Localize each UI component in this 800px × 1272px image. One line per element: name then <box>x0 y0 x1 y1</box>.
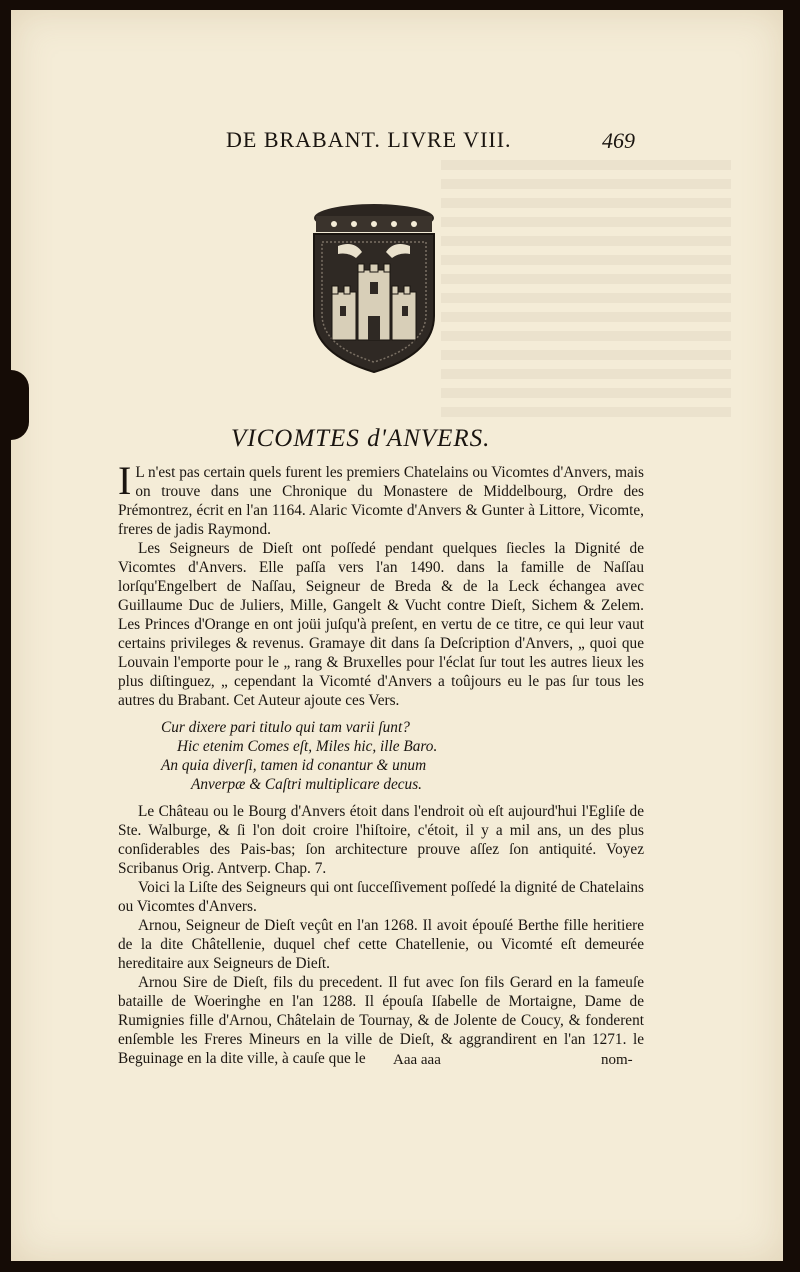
paragraph-5: Arnou, Seigneur de Dieſt veçût en l'an 1268. Il avoit épouſé Berthe fille heritiere de la dite Châtellenie, duquel chef cette Chatellenie, ou Vicomté eſt demeurée hereditaire aux Seigneurs de Dieſt. <box>118 917 644 972</box>
verse-line-4: Anverpæ & Caſtri multiplicare decus. <box>191 776 422 793</box>
show-through-text <box>441 160 731 420</box>
paragraph-3: Le Château ou le Bourg d'Anvers étoit dans l'endroit où eſt aujourd'hui l'Egliſe de Ste. Walburge, & ſi l'on doit croire l'hiſtoire, c'étoit, il y a mil ans, un des plus conſiderables des Pais-bas; ſon architecture prouve aſſez ſon antiquité. Voyez Scribanus Orig. Antverp. Chap. 7. <box>118 803 644 877</box>
paragraph-1-text: L n'est pas certain quels furent les premiers Chatelains ou Vicomtes d'Anvers, mais on trouve dans une Chronique du Monastere de Middelbourg, Ordre des Prémontrez, écrit en l'an 1164. Alaric Vicomte d'Anvers & Gunter à Littore, Vicomte, freres de jadis Raymond. <box>118 464 644 538</box>
paragraph-1 <box>118 458 644 539</box>
torn-edge <box>11 370 29 440</box>
paragraph-4: Voici la Liſte des Seigneurs qui ont ſucceſſivement poſſedé la dignité de Chatelains ou Vicomtes d'Anvers. <box>118 879 644 915</box>
running-head: DE BRABANT. LIVRE VIII. <box>226 127 512 152</box>
verse-line-3: An quia diverſi, tamen id conantur & unum <box>161 757 427 774</box>
body-text-top <box>118 458 644 710</box>
drop-cap: I <box>118 458 132 503</box>
body-text-bottom <box>118 802 644 1068</box>
verse-line-2: Hic etenim Comes eſt, Miles hic, ille Baro. <box>177 738 438 755</box>
coat-of-arms-castle-icon <box>304 196 444 376</box>
book-page <box>11 10 783 1261</box>
page-number: 469 <box>602 128 635 153</box>
catchword: nom- <box>601 1052 633 1068</box>
verse-line-1: Cur dixere pari titulo qui tam varii ſunt? <box>161 719 410 736</box>
paragraph-6: Arnou Sire de Dieſt, fils du precedent. Il fut avec ſon fils Gerard en la fameuſe bataille de Woeringhe en l'an 1288. Il épouſa Iſabelle de Mortaigne, Dame de Rumignies fille d'Arnou, Châtelain de Tournay, & de Jolente de Coucy, & fonderent enſemble les Freres Mineurs en la ville de Dieſt, & aggrandirent en l'an 1271. le Beguinage en la dite ville, à cauſe que le <box>118 974 644 1067</box>
signature-mark: Aaa aaa <box>393 1052 441 1068</box>
section-title: VICOMTES d'ANVERS. <box>231 425 491 452</box>
latin-verse <box>161 718 561 794</box>
paragraph-2: Les Seigneurs de Dieſt ont poſſedé pendant quelques ſiecles la Dignité de Vicomtes d'Anvers. Elle paſſa vers l'an 1490. dans la famille de Naſſau lorſqu'Engelbert de Naſſau, Seigneur de Breda & de la Leck échangea avec Guillaume Duc de Juliers, Mille, Gangelt & Vucht contre Dieſt, Sichem & Zelem. Les Princes d'Orange en ont joüi juſqu'à preſent, en vertu de ce titre, ce qui leur vaut certains privileges & revenus. Gramaye dit dans ſa Deſcription d'Anvers, „ quoi que Louvain l'emporte pour le „ rang & Bruxelles pour l'éclat ſur tout les autres lieux les plus diſtinguez, „ cependant la Vicomté d'Anvers a toûjours eu le pas ſur tous les autres du Brabant. Cet Auteur ajoute ces Vers. <box>118 540 644 709</box>
